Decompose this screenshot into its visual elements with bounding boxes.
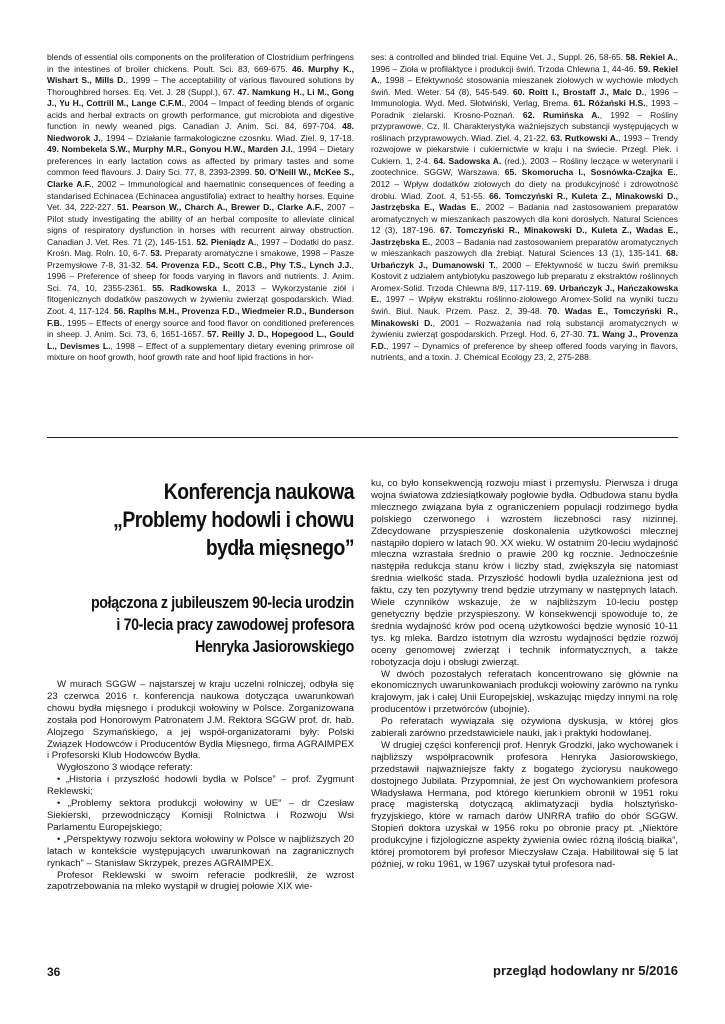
- list-item: • „Problemy sektora produkcji wołowiny w UE” – dr Czesław Siekierski, przewodniczący Komisji Rolnictwa i Rozwoju Wsi Parlamentu Europejskiego;: [47, 798, 354, 833]
- reference-text: (red.), 2003 – Rośliny leczące w weterynarii i zootechnice. SGGW, Warszawa.: [371, 155, 678, 178]
- paragraph: Po referatach wywiązała się ożywiona dyskusja, w której głos zabierali zarówno przedstawiciele nauki, jak i praktyki hodowlanej.: [371, 716, 678, 740]
- paragraph: Wygłoszono 3 wiodące referaty:: [57, 762, 193, 774]
- reference-authors: 67. Tomczyński R., Minakowski D., Kuleta Z., Wadas E., Jastrzębska E.: [371, 225, 678, 247]
- reference-authors: 49. Nombekela S.W., Murphy M.R., Gonyou H.W., Marden J.I.: [47, 144, 293, 155]
- reference-authors: 46. Murphy K., Wishart S., Mills D.: [47, 63, 354, 86]
- reference-authors: 62. Rumińska A.: [522, 109, 600, 120]
- article-body-right: [371, 478, 678, 940]
- paragraph: W drugiej części konferencji prof. Henryk Grodzki, jako wychowanek i najbliższy współpracownik profesora Henryka Jasiorowskiego, przedstawił najważniejsze fakty z bogatego życiorysu naukowego dostojnego Jubilata. Przypomniał, że jest On wychowankiem profesora Władysława Hermana, pod którego kierunkiem obronił w 1951 roku pracę magisterską dotyczącą aklimatyzacji bydła holsztyńsko-fryzyjskiego, które w ramach darów UNRRA trafiło do obór SGGW. Stopień doktora uzyskał w 1956 roku po obronie pracy pt. „Niektóre produkcyjne i fizjologiczne aspekty żywienia owiec różną ilością białka”, której promotorem był profesor Mieczysław Czaja. Habilitował się 5 lat później, w roku 1961, w 1967 uzyskał tytuł profesora nad-: [371, 739, 678, 870]
- reference-authors: 59. Rekiel A.: [371, 63, 678, 86]
- reference-text: , 2013 – Wykorzystanie ziół i fitogenicznych dodatków paszowych w żywieniu zwierząt gospodarskich. Wiad. Zoot. 4, 117-124.: [47, 282, 354, 317]
- reference-text: , 1993 – Poradnik zielarski. Krosno-Poznań.: [371, 98, 678, 120]
- reference-text: , 2000 – Efektywność w tuczu świń premiksu Kostovit z udziałem antybiotyku paszowego lub preparatu z ekstraktów roślinnych Aromex-Solid. Trzoda Chlewna 8/9, 117-119.: [371, 259, 678, 293]
- list-item: • „Historia i przyszłość hodowli bydła w Polsce” – prof. Zygmunt Reklewski;: [47, 774, 354, 798]
- reference-authors: 47. Namkung H., Li M., Gong J., Yu H., Cottrill M., Lange C.F.M.: [47, 86, 354, 109]
- reference-text: , 2001 – Rozważania nad rolą substancji aromatycznych w żywieniu zwierząt gospodarskich. Przegl. Hod. 6, 27-30.: [371, 317, 678, 340]
- reference-text: Preparaty aromatyczne i smakowe, 1998 – Pasze Przemysłowe 7-8, 31-32.: [47, 248, 354, 270]
- reference-authors: 64. Sadowska A.: [433, 155, 502, 166]
- reference-text: , 2003 – Badania nad zastosowaniem preparatów aromatycznych w mieszankach paszowych dla źrebiąt. Natural Sciences 13 (1), 135-141.: [371, 236, 678, 259]
- reference-text: ses: a controlled and blinded trial. Equine Vet. J., Suppl. 26, 58-65.: [371, 52, 626, 62]
- article-subtitle: połączona z jubileuszem 90-lecia urodzin i 70-lecia pracy zawodowej profesora Henryka Jasiorowskiego: [90, 594, 354, 656]
- reference-authors: 71. Wang J., Provenza F.D.: [371, 329, 678, 351]
- reference-text: , 2002 – Immunological and haematinic consequences of feeding a standarised Echinacea (Echinacea angustifolia) extract to healthy horses. Equine Vet. 34, 222-227.: [47, 179, 354, 213]
- section-divider: [47, 437, 678, 438]
- reference-authors: 55. Radkowska I.: [152, 282, 228, 293]
- reference-text: , 1997 – Dynamics of preference by sheep offered foods varying in flavors, nutrients, and a toxin. J. Chemical Ecology 23, 2, 275-288.: [371, 340, 678, 363]
- reference-authors: 51. Pearson W., Charch A., Brewer D., Clarke A.F.: [116, 202, 322, 213]
- reference-text: , 1993 – Trendy rozwojowe w piekarstwie i cukiernictwie w kraju i na świecie. Przegl. Piek. i Cukiern. 1, 2-4.: [371, 132, 678, 166]
- article-title: Konferencja naukowa „Problemy hodowli i chowu bydła mięsnego”: [113, 479, 355, 560]
- reference-authors: 60. Roitt I., Brostaff J., Malc D.: [512, 86, 645, 97]
- reference-text: , 1997 – Dodatki do pasz. Krośn. Mag. Roln. 10, 6-7.: [47, 236, 354, 259]
- reference-authors: 56. Raplhs M.H., Provenza F.D., Wiedmeier R.D., Bunderson F.B.: [47, 306, 354, 328]
- reference-text: , 2012 – Wpływ dodatków ziołowych do diety na produkcyjność i zdrowotność drobiu. Wiad. Zoot. 4, 51-55.: [371, 167, 678, 201]
- reference-text: , 1996 – Immunologia. Wyd. Med. Słotwiński, Verlag, Brema.: [371, 86, 678, 109]
- reference-authors: 54. Provenza F.D., Scott C.B., Phy T.S., Lynch J.J.: [146, 259, 352, 270]
- reference-authors: 69. Urbańczyk J., Hańczakowska E.: [371, 282, 678, 305]
- references-left-column: [47, 52, 354, 402]
- paragraph: Profesor Reklewski w swoim referacie podkreślił, że wzrost zapotrzebowania na mleko wystąpił w drugiej połowie XIX wie-: [47, 869, 354, 893]
- paragraph: W dwóch pozostałych referatach koncentrowano się głównie na ekonomicznych uwarunkowaniach produkcji wołowiny zarówno na rynku krajowym, jak i całej Unii Europejskiej, wskazując między innymi na rolę producentów i przetwórców (ubojnie).: [371, 668, 678, 716]
- reference-text: blends of essential oils components on the proliferation of Clostridium perfringens in the intestines of broiler chickens. Poult. Sci. 83, 669-675.: [47, 52, 354, 74]
- reference-authors: 48. Niedworok J.: [47, 121, 354, 143]
- references-right-column: [371, 52, 678, 402]
- reference-authors: 63. Rutkowski A.: [550, 132, 619, 143]
- reference-authors: 68. Urbańczyk J., Dumanowski T.: [371, 248, 678, 270]
- reference-text: , 1999 – The acceptability of various flavoured solutions by Thoroughbred horses. Eq. Vet. J. 28 (Suppl.), 67.: [47, 75, 354, 97]
- reference-authors: 50. O’Neill W., McKee S., Clarke A.F.: [47, 167, 354, 190]
- reference-text: , 2002 – Badania nad zastosowaniem preparatów aromatycznych w mieszankach paszowych dla koni dorosłych. Natural Sciences 12 (3), 187-196.: [371, 202, 678, 236]
- reference-authors: 65. Skomorucha I., Sosnówka-Czajka E.: [504, 167, 676, 178]
- reference-text: , 1998 – Efektywność stosowania mieszanek ziołowych w wychowie młodych świń. Med. Weter. 54 (8), 545-549.: [371, 75, 678, 97]
- reference-authors: 58. Rekiel A.: [625, 52, 676, 62]
- reference-text: , 1997 – Wpływ ekstraktu roślinno-ziołowego Aromex-Solid na wyniki tuczu świń. Biul. Nauk. Przem. Pasz. 2, 39-48.: [371, 294, 678, 317]
- paragraph: ku, co było konsekwencją rozwoju miast i przemysłu. Pierwsza i druga wojna światowa zdziesiątkowały pogłowie bydła. Odbudowa stanu bydła mlecznego związana była z ograniczeniem populacji rodzimego bydła polskiego czerwonego i wzrostem liczebności rasy nizinnej. Zdecydowane przyspieszenie doskonalenia użytkowości mlecznej nastąpiło dopiero w latach 90. XX wieku. W ostatnim 20-leciu wydajność mleczna wzrastała średnio o prawie 200 kg rocznie. Jednocześnie następiła redukcja stanu krów i liczby stad, zwiększyła się natomiast średnia wielkość stada. Przyszłość hodowli bydła uzależniona jest od faktu, czy ten pozytywny trend będzie utrzymany w następnych latach. Wiele czynników wskazuje, że w najbliższym 10-leciu postęp genetyczny będzie przyspieszony. W konsekwencji spowoduje to, że średnia wydajność krów pod oceną użytkowości będzie wynosić 10-11 tys. kg mleka. Bardzo istotnym dla wzrostu wydajności będzie rozwój oceny genomowej zwierząt i technik informatycznych, a także robotyzacja doju i obsługi zwierząt.: [371, 478, 678, 668]
- reference-text: , 1996 – Preference of sheep for foods varying in flavors and nutrients. J. Anim. Sci. 74, 10, 2355-2361.: [47, 259, 354, 293]
- reference-text: , 1994 – Dietary preferences in early lactation cows as affected by primary tastes and some common feed flavours. J. Dairy Sci. 77, 8, 2393-2399.: [47, 144, 354, 178]
- reference-text: , 1995 – Effects of energy source and food flavor on conditioned preferences in sheep. J. Anim. Sci. 73, 6, 1651-1657.: [47, 317, 354, 340]
- reference-text: , 2004 – Impact of feeding blends of organic acids and herbal extracts on growth performance, gut microbiota and digestive function in newly weaned pigs. Canadian J. Anim. Sci. 84, 697-704.: [47, 98, 354, 132]
- reference-authors: 52. Pieniądz A.: [196, 236, 257, 247]
- reference-text: , 1998 – Effect of a supplementary dietary evening primrose oil mixture on hoof growth, hoof growth rate and hoof lipid fractions in hor-: [47, 340, 354, 363]
- reference-authors: 66. Tomczyński R., Kuleta Z., Minakowski D., Jastrzębska E., Wadas E.: [371, 190, 678, 213]
- paragraph: W murach SGGW – najstarszej w kraju uczelni rolniczej, odbyła się 23 czerwca 2016 r. konferencja naukowa dotycząca uwarunkowań chowu bydła mięsnego i produkcji wołowiny w Polsce. Zorganizowana została pod Honorowym Patronatem J.M. Rektora SGGW prof. dr. hab. Alojzego Szymańskiego, a jej współ-organizatorami były: Polski Związek Hodowców i Producentów Bydła Mięsnego, firma AGRAIMPEX i Profesorski Klub Hodowców Bydła.: [47, 679, 354, 762]
- magazine-issue: przegląd hodowlany nr 5/2016: [493, 963, 678, 978]
- reference-authors: 53.: [150, 248, 163, 259]
- reference-text: , 1996 – Zioła w profilaktyce i produkcji świń. Trzoda Chlewna 1, 44-46.: [371, 52, 678, 74]
- article-body-left: [47, 679, 354, 939]
- reference-authors: 57. Reilly J. D., Hopegood L., Gould L., Devismes L.: [47, 329, 354, 351]
- page-number: 36: [47, 965, 61, 979]
- reference-authors: 61. Różański H.S.: [573, 98, 646, 109]
- reference-text: , 1992 – Rośliny przyprawowe. Cz. II. Charakterystyka ważniejszych substancji występujących w roślinach przyprawowych. Wiad. Ziel. 4, 21-22.: [371, 109, 678, 143]
- list-item: • „Perspektywy rozwoju sektora wołowiny w Polsce w najbliższych 20 latach w kontekście występujących uwarunkowań na zagranicznych rynkach” – Stanisław Skrzypek, prezes AGRAIMPEX.: [47, 833, 354, 869]
- reference-text: , 2007 – Pilot study investigating the ability of an herbal composite to alleviate clinical signs of respiratory dysfunction in horses with recurrent airway obstruction. Canadian J. Vet. Res. 71 (2), 145-151.: [47, 202, 354, 247]
- reference-text: , 1994 – Działanie farmakologiczne czosnku. Wiad. Ziel. 9, 17-18.: [100, 132, 354, 143]
- reference-authors: 70. Wadas E., Tomczyński R., Minakowski D.: [371, 306, 678, 328]
